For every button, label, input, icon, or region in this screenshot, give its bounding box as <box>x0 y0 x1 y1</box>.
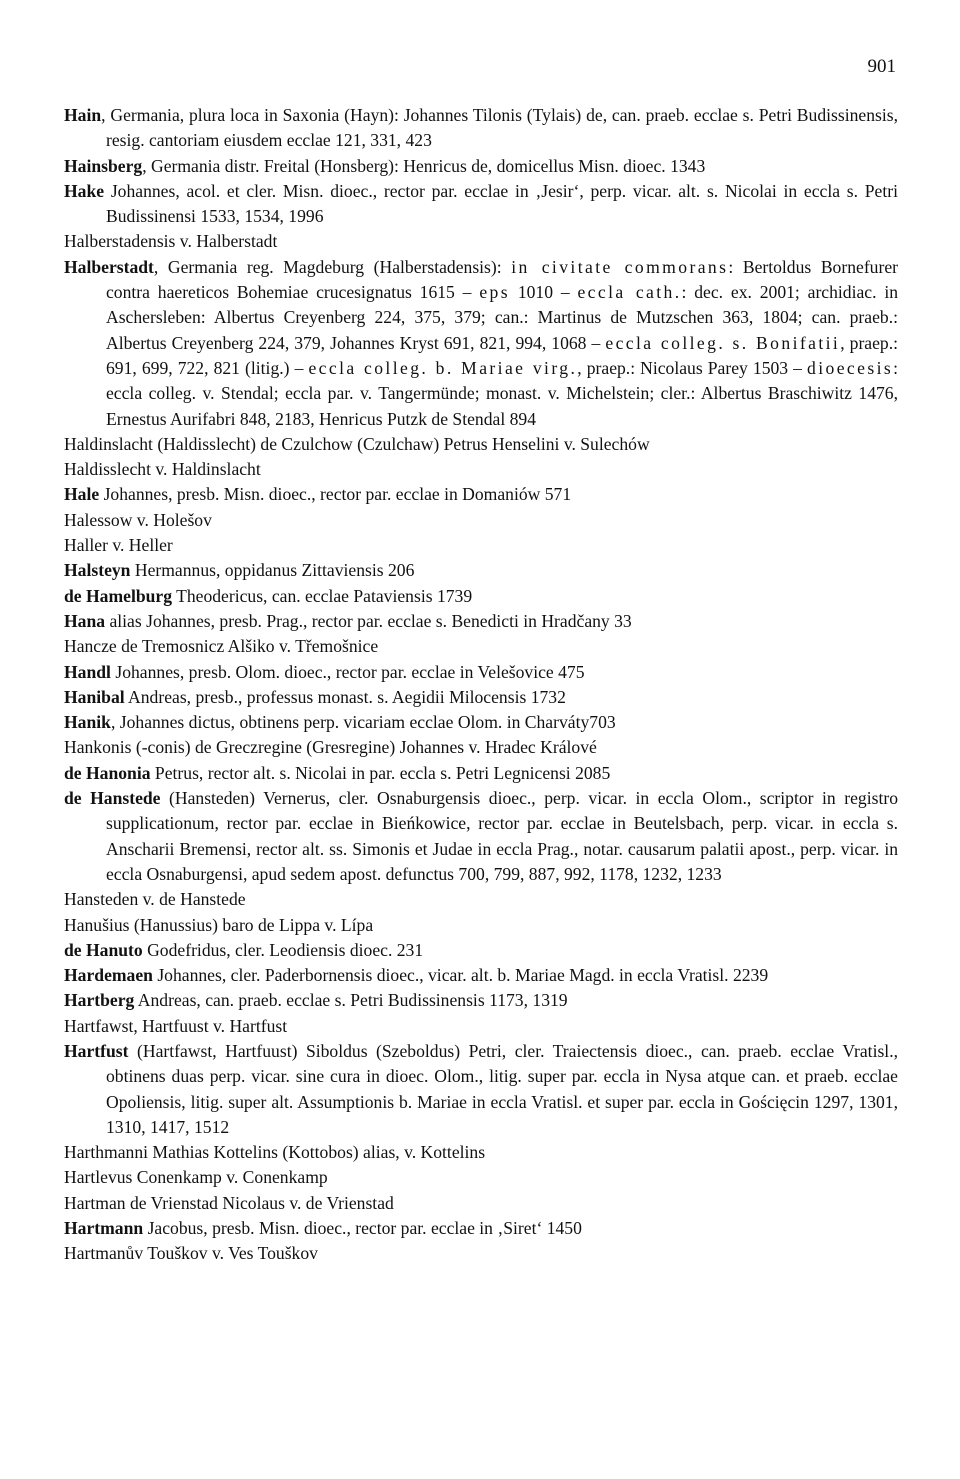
index-entry <box>64 255 898 432</box>
index-entry <box>64 988 898 1013</box>
entry-text: Haldisslecht v. Haldinslacht <box>64 459 261 480</box>
entry-text: Johannes, presb. Olom. dioec., rector par. ecclae in Velešovice 475 <box>110 661 585 682</box>
index-entry <box>64 938 898 963</box>
entry-headword: de Hamelburg <box>64 585 173 606</box>
entry-text: , praep.: Nicolaus Parey 1503 – <box>577 357 808 378</box>
entry-headword: Hanik <box>64 712 111 733</box>
index-entry <box>64 1039 898 1140</box>
entry-headword: Hake <box>64 180 105 201</box>
entry-text: (Hartfawst, Hartfuust) Siboldus (Szeboldus) Petri, cler. Traiectensis dioec., can. praeb. ecclae Vratisl., obtinens duas perp. vicar. sine cura in dioec. Olom., litig. super par. eccla in Nysa atque can. et praeb. ecclae Opoliensis, litig. super alt. Assumptionis b. Mariae in eccla Vratisl. et super par. eccla in Gościęcin 1297, 1301, 1310, 1417, 1512 <box>106 1040 898 1137</box>
entry-text: Halberstadensis v. Halberstadt <box>64 231 278 252</box>
entry-spaced-term: eccla cath. <box>577 282 682 303</box>
entry-text: Andreas, can. praeb. ecclae s. Petri Budissinensis 1173, 1319 <box>134 990 568 1011</box>
index-entries <box>64 103 898 1267</box>
entry-headword: Hainsberg <box>64 155 143 176</box>
index-entry <box>64 508 898 533</box>
index-entry <box>64 154 898 179</box>
entry-headword: Hartfust <box>64 1040 129 1061</box>
entry-headword: Halsteyn <box>64 560 131 581</box>
entry-text: : dec. ex. 2001; archidiac. in Aschersleben: Albertus Creyenberg 224, 375, 379; can.: Martinus de Mutzschen 363, 1804; can. praeb.: Albertus Creyenberg 224, 379, Johannes Kryst 691, 821, 994, 1068 – <box>106 282 899 353</box>
index-entry <box>64 103 898 154</box>
entry-text: , Germania distr. Freital (Honsberg): Henricus de, domicellus Misn. dioec. 1343 <box>142 155 706 176</box>
entry-headword: Hana <box>64 610 106 631</box>
entry-text: Haller v. Heller <box>64 535 173 556</box>
entry-text: Hartlevus Conenkamp v. Conenkamp <box>64 1167 328 1188</box>
entry-headword: Hanibal <box>64 686 125 707</box>
entry-headword: Hardemaen <box>64 965 153 986</box>
index-entry <box>64 1216 898 1241</box>
entry-text: , Germania reg. Magdeburg (Halberstadensis): <box>153 256 512 277</box>
entry-text: , Johannes dictus, obtinens perp. vicariam ecclae Olom. in Charváty703 <box>110 712 616 733</box>
entry-text: Hansteden v. de Hanstede <box>64 889 246 910</box>
index-entry <box>64 1140 898 1165</box>
entry-text: Johannes, cler. Paderbornensis dioec., vicar. alt. b. Mariae Magd. in eccla Vratisl. 2239 <box>152 965 769 986</box>
entry-text: : eccla colleg. v. Stendal; eccla par. v. Tangermünde; monast. v. Michelstein; cler.: Albertus Braschiwitz 1476, Ernestus Aurifabri 848, 2183, Henricus Putzk de Stendal 894 <box>106 357 898 429</box>
index-entry <box>64 482 898 507</box>
entry-spaced-term: eccla colleg. b. Mariae virg. <box>308 357 578 378</box>
entry-headword: Hartberg <box>64 990 135 1011</box>
entry-headword: de Hanstede <box>64 788 161 809</box>
entry-spaced-term: dioecesis <box>807 357 894 378</box>
page-number: 901 <box>867 56 896 77</box>
index-entry <box>64 913 898 938</box>
index-entry <box>64 710 898 735</box>
index-entry <box>64 660 898 685</box>
index-entry <box>64 229 898 254</box>
entry-text: Johannes, presb. Misn. dioec., rector par. ecclae in Domaniów 571 <box>99 484 572 505</box>
entry-text: Hermannus, oppidanus Zittaviensis 206 <box>130 560 415 581</box>
index-entry <box>64 761 898 786</box>
entry-text: Hankonis (-conis) de Greczregine (Gresregine) Johannes v. Hradec Králové <box>64 737 597 758</box>
index-entry <box>64 432 898 457</box>
entry-text: Halessow v. Holešov <box>64 509 212 530</box>
entry-headword: Handl <box>64 661 111 682</box>
entry-headword: Hartmann <box>64 1218 144 1239</box>
index-entry <box>64 584 898 609</box>
entry-text: Andreas, presb., professus monast. s. Aegidii Milocensis 1732 <box>124 686 566 707</box>
entry-text: Hartman de Vrienstad Nicolaus v. de Vrienstad <box>64 1192 394 1213</box>
index-entry <box>64 1165 898 1190</box>
entry-headword: de Hanuto <box>64 939 143 960</box>
index-entry <box>64 1014 898 1039</box>
index-entry <box>64 558 898 583</box>
entry-text: Haldinslacht (Haldisslecht) de Czulchow (Czulchaw) Petrus Henselini v. Sulechów <box>64 433 650 454</box>
entry-text: alias Johannes, presb. Prag., rector par. ecclae s. Benedicti in Hradčany 33 <box>105 610 632 631</box>
entry-text: Hartmanův Touškov v. Ves Touškov <box>64 1243 318 1264</box>
entry-text: (Hansteden) Vernerus, cler. Osnaburgensis dioec., perp. vicar. in eccla Olom., scriptor in registro supplicationum, rector par. ecclae in Bieńkowice, rector par. ecclae in Beutelsbach, perp. vicar. in eccla s. Anscharii Bremensi, rector alt. ss. Simonis et Judae in eccla Prag., notar. causarum palatii apost., perp. vicar. in eccla Osnaburgensi, apud sedem apost. defunctus 700, 799, 887, 992, 1178, 1232, 1233 <box>106 788 898 884</box>
entry-text: Johannes, acol. et cler. Misn. dioec., rector par. ecclae in ‚Jesir‘, perp. vicar. alt. s. Nicolai in eccla s. Petri Budissinensi 1533, 1534, 1996 <box>104 180 898 227</box>
entry-headword: Hain <box>64 105 102 125</box>
index-entry <box>64 786 898 887</box>
index-entry <box>64 963 898 988</box>
entry-headword: de Hanonia <box>64 762 151 783</box>
index-entry <box>64 179 898 230</box>
entry-headword: Hale <box>64 484 100 505</box>
entry-text: Godefridus, cler. Leodiensis dioec. 231 <box>142 939 424 960</box>
entry-text: Hanušius (Hanussius) baro de Lippa v. Lípa <box>64 914 374 935</box>
entry-spaced-term: eccla colleg. s. Bonifatii <box>605 332 841 353</box>
entry-text: , praep.: 691, 699, 722, 821 (litig.) – <box>106 332 899 378</box>
index-entry <box>64 685 898 710</box>
entry-text: , Germania, plura loca in Saxonia (Hayn): Johannes Tilonis (Tylais) de, can. praeb. ecclae s. Petri Budissinensis, resig. cantoriam eiusdem ecclae 121, 331, 423 <box>101 105 898 151</box>
index-entry <box>64 533 898 558</box>
entry-text: Petrus, rector alt. s. Nicolai in par. eccla s. Petri Legnicensi 2085 <box>150 762 611 783</box>
index-entry <box>64 609 898 634</box>
entry-spaced-term: in civitate commorans <box>511 256 729 277</box>
entry-spaced-term: eps <box>479 282 510 303</box>
entry-text: 1010 – <box>509 282 578 303</box>
index-entry <box>64 634 898 659</box>
entry-text: Hancze de Tremosnicz Alšiko v. Třemošnice <box>64 636 379 657</box>
index-entry <box>64 735 898 760</box>
index-entry <box>64 1191 898 1216</box>
entry-text: Harthmanni Mathias Kottelins (Kottobos) alias, v. Kottelins <box>64 1142 486 1163</box>
index-entry <box>64 457 898 482</box>
entry-text: Hartfawst, Hartfuust v. Hartfust <box>64 1015 288 1036</box>
entry-text: : Bertoldus Bornefurer contra haereticos Bohemiae crucesignatus 1615 – <box>106 256 899 303</box>
index-entry <box>64 887 898 912</box>
entry-text: Theodericus, can. ecclae Pataviensis 1739 <box>172 585 473 606</box>
entry-text: Jacobus, presb. Misn. dioec., rector par. ecclae in ‚Siret‘ 1450 <box>143 1218 582 1239</box>
index-entry <box>64 1241 898 1266</box>
entry-headword: Halberstadt <box>64 256 154 277</box>
